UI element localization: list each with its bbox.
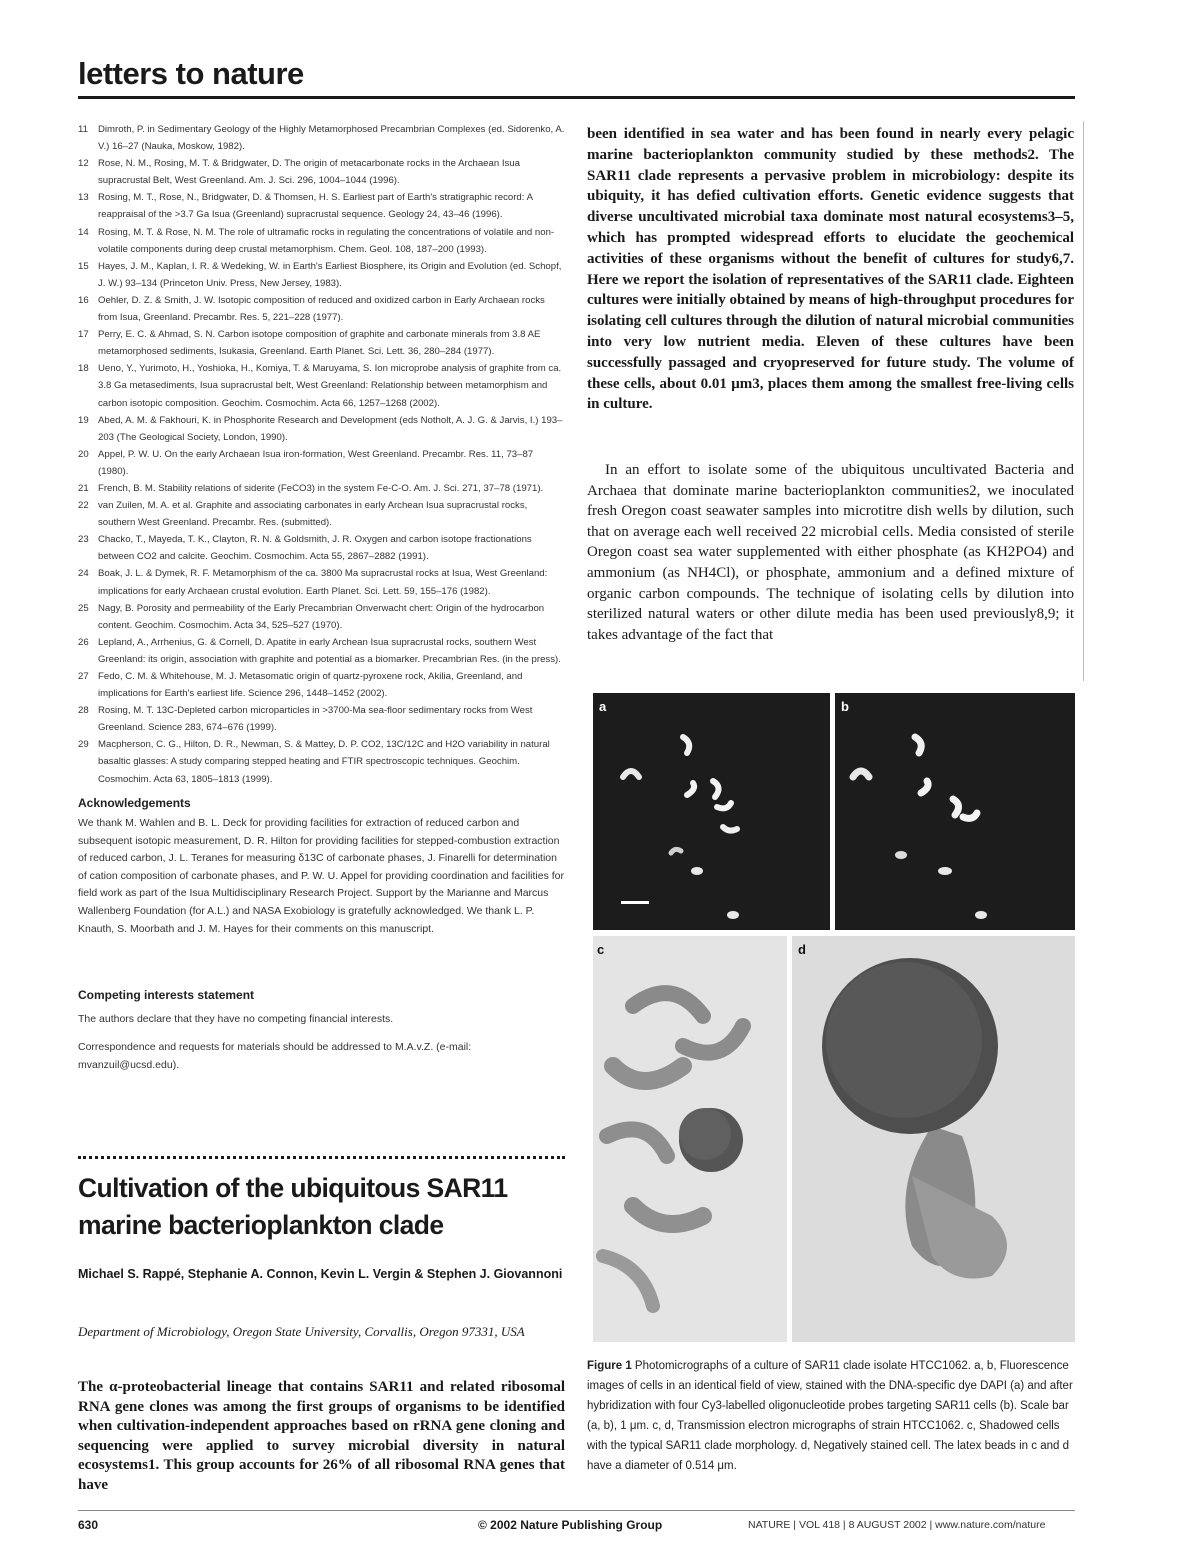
figure-panel-b [835,693,1075,930]
article-title: Cultivation of the ubiquitous SAR11 marine bacterioplankton clade [78,1173,508,1240]
reference-number: 24 [78,568,89,580]
reference-text: Rosing, M. T. & Rose, N. M. The role of ultramafic rocks in regulating the concentrations of volatile and non-volatile components during deep crustal metamorphism. Chem. Geol. 108, 187–200 (1993). [98,226,555,255]
acknowledgements-heading: Acknowledgements [78,796,191,810]
reference-number: 14 [78,226,89,238]
scale-bar [621,901,649,904]
reference-item [78,565,565,599]
correspondence-text: Correspondence and requests for materials should be addressed to M.A.v.Z. (e-mail: mvanzuil@ucsd.edu). [78,1041,472,1071]
reference-item [78,412,565,446]
body-paragraph: In an effort to isolate some of the ubiquitous uncultivated Bacteria and Archaea that dominate marine bacterioplankton communities2, we inoculated fresh Oregon coast seawater samples into microtitre dish wells by dilution, such that on average each well received 22 microbial cells. Media consisted of sterile Oregon coast sea water supplemented with either phosphate (as KH2PO4) and ammonium (as NH4Cl), or phosphate, ammonium and a defined mixture of organic carbon compounds. The technique of isolating cells by dilution into sterilized natural waters or other dilute media has been used previously8,9; it takes advantage of the fact that [587,462,1074,643]
reference-item [78,446,565,480]
tem-image-negatively-stained [792,936,1075,1342]
competing-interests-heading: Competing interests statement [78,988,255,1002]
reference-item [78,736,565,787]
reference-number: 27 [78,671,89,682]
abstract-continuation: been identified in sea water and has been found in nearly every pelagic marine bacterioplankton community studied by these methods2. The SAR11 clade represents a pervasive problem in microbiology: despite its ubiquity, it has defied cultivation efforts. Genetic evidence suggests that diverse uncultivated microbial taxa dominate most natural ecosystems3–5, which has prompted widespread efforts to elucidate the geochemical activities of these organisms without the benefit of cultures for study6,7. Here we report the isolation of representatives of the SAR11 clade. Eighteen cultures were initially obtained by means of high-throughput procedures for isolating cell cultures through the dilution of natural microbial communities into very low nutrient media. Eleven of these cultures have been successfully passaged and cryopreserved for future study. The volume of these cells, about 0.01 μm3, places them among the smallest free-living cells in culture. [587,126,1074,413]
reference-number: 19 [78,414,89,426]
reference-item [78,668,565,702]
reference-text: French, B. M. Stability relations of siderite (FeCO3) in the system Fe-C-O. Am. J. Sci. 271, 37–78 (1971). [98,482,544,494]
copyright-notice: © 2002 Nature Publishing Group [478,1518,663,1532]
reference-text: Oehler, D. Z. & Smith, J. W. Isotopic composition of reduced and oxidized carbon in Early Archaean rocks from Isua, Greenland. Precambr. Res. 5, 221–228 (1977). [98,294,545,324]
fluorescence-image-dapi [593,693,830,930]
column-divider [1083,121,1084,681]
panel-label-d: d [798,942,806,957]
reference-text: Lepland, A., Arrhenius, G. & Cornell, D. Apatite in early Archean Isua supracrustal rocks, southern West Greenland: its origin, association with graphite and potential as a biomarker. Precambrian Res. (in the press). [98,636,561,665]
article-affiliation: Department of Microbiology, Oregon State University, Corvallis, Oregon 97331, USA [78,1324,525,1339]
figure-caption-text: Photomicrographs of a culture of SAR11 clade isolate HTCC1062. a, b, Fluorescence images of cells in an identical field of view, stained with the DNA-specific dye DAPI (a) and after hybridization with four Cy3-labelled oligonucleotide probes targeting SAR11 cells (b). Scale bar (a, b), 1 μm. c, d, Transmission electron micrographs of strain HTCC1062. c, Shadowed cells with the typical SAR11 clade morphology. d, Negatively stained cell. The latex beads in c and d have a diameter of 0.514 μm. [587,1360,1073,1472]
reference-number: 22 [78,500,89,512]
tem-image-shadowed-cells [593,936,787,1342]
reference-item [78,224,565,258]
article-abstract: The α-proteobacterial lineage that contains SAR11 and related ribosomal RNA gene clones was among the first groups of organisms to be identified when cultivation-independent approaches based on rRNA gene cloning and sequencing were applied to survey microbial diversity in natural ecosystems1. This group accounts for 26% of all ribosomal RNA genes that have [78,1379,565,1493]
reference-number: 23 [78,534,89,546]
reference-text: Fedo, C. M. & Whitehouse, M. J. Metasomatic origin of quartz-pyroxene rock, Akilia, Greenland, and implications for Earth's earliest life. Science 296, 1448–1452 (2002). [98,671,523,700]
figure-caption [587,1356,1074,1476]
figure-caption-head: Figure 1 [587,1360,632,1372]
reference-item [78,531,565,565]
article-authors: Michael S. Rappé, Stephanie A. Connon, Kevin L. Vergin & Stephen J. Giovannoni [78,1267,563,1281]
reference-text: Rose, N. M., Rosing, M. T. & Bridgwater, D. The origin of metacarbonate rocks in the Archaean Isua supracrustal Belt, West Greenland. Am. J. Sci. 296, 1004–1044 (1996). [98,158,520,187]
reference-text: Chacko, T., Mayeda, T. K., Clayton, R. N. & Goldsmith, J. R. Oxygen and carbon isotope fractionations between CO2 and calcite. Geochim. Cosmochim. Acta 55, 2867–2882 (1991). [98,534,532,563]
panel-label-c: c [597,942,605,957]
reference-text: Macpherson, C. G., Hilton, D. R., Newman, S. & Mattey, D. P. CO2, 13C/12C and H2O variability in natural basaltic glasses: A study comparing stepped heating and FTIR spectroscopic techniques. Geochim. Cosmochim. Acta 63, 1805–1813 (1999). [98,739,550,785]
figure-panel-c [593,936,787,1342]
reference-item [78,600,565,634]
reference-number: 26 [78,636,89,648]
reference-item [78,121,565,155]
reference-text: Nagy, B. Porosity and permeability of the Early Precambrian Onverwacht chert: Origin of the hydrocarbon content. Geochim. Cosmochim. Acta 34, 525–527 (1970). [98,602,545,631]
competing-interests-text: The authors declare that they have no competing financial interests. [78,1013,394,1025]
reference-text: Dimroth, P. in Sedimentary Geology of the Highly Metamorphosed Precambrian Complexes (ed. Sidorenko, A. V.) 16–27 (Nauka, Moskow, 1982). [98,124,565,153]
reference-number: 12 [78,158,89,170]
reference-item [78,155,565,189]
reference-number: 11 [78,124,88,135]
reference-item [78,702,565,736]
reference-text: Abed, A. M. & Fakhouri, K. in Phosphorite Research and Development (eds Notholt, A. J. G. & Jarvis, I.) 193–203 (The Geological Society, London, 1990). [98,414,563,443]
reference-number: 13 [78,192,89,204]
reference-number: 21 [78,482,89,494]
figure-panel-d [792,936,1075,1342]
reference-item [78,292,565,326]
reference-text: Ueno, Y., Yurimoto, H., Yoshioka, H., Komiya, T. & Maruyama, S. Ion microprobe analysis of graphite from ca. 3.8 Ga metasediments, Isua supracrustal belt, West Greenland: Relationship between metamorphism and carbon isotopic composition. Geochim. Cosmochim. Acta 66, 1257–1268 (2002). [98,363,562,409]
reference-text: van Zuilen, M. A. et al. Graphite and associating carbonates in early Archean Isua supracrustal rocks, southern West Greenland. Precambr. Res. (submitted). [98,500,528,529]
reference-item [78,326,565,360]
article-separator [78,1156,565,1159]
header-rule [78,96,1075,99]
panel-label-a: a [599,699,607,714]
reference-number: 17 [78,329,89,341]
reference-number: 25 [78,602,89,614]
figure-panel-a [593,693,830,930]
reference-item [78,634,565,668]
reference-item [78,480,565,497]
page-number: 630 [78,1518,99,1532]
reference-number: 20 [78,448,89,460]
reference-text: Perry, E. C. & Ahmad, S. N. Carbon isotope composition of graphite and carbonate minerals from 3.8 AE metamorphosed sediments, Isukasia, Greenland. Earth Planet. Sci. Lett. 36, 280–284 (1977). [98,329,541,358]
reference-number: 15 [78,260,89,272]
footer-rule [78,1510,1075,1511]
panel-label-b: b [841,699,849,714]
reference-number: 28 [78,705,89,717]
acknowledgements-text: We thank M. Wahlen and B. L. Deck for providing facilities for extraction of reduced carbon and subsequent isotopic measurement, D. R. Hilton for providing facilities for stepped-combustion extraction of reduced carbon, J. L. Teranes for measuring δ13C of carbonate phases, J. Finarelli for determination of cation composition of carbonate phases, and P. W. U. Appel for providing coordination and facilities for field work as part of the Isua Multidisciplinary Research Project. Support by the Marianne and Marcus Wallenberg Foundation (for A.L.) and NASA Exobiology is gratefully acknowledged. We thank L. P. Knauth, S. Moorbath and J. M. Hayes for their comments on this manuscript. [78,817,565,935]
reference-item [78,258,565,292]
fluorescence-image-cy3 [835,693,1075,930]
reference-text: Hayes, J. M., Kaplan, I. R. & Wedeking, W. in Earth's Earliest Biosphere, its Origin and Evolution (ed. Schopf, J. W.) 93–134 (Princeton Univ. Press, New Jersey, 1983). [98,260,562,289]
reference-item [78,360,565,411]
journal-citation: NATURE | VOL 418 | 8 AUGUST 2002 | www.nature.com/nature [748,1519,1046,1531]
reference-list [78,121,565,788]
reference-text: Rosing, M. T., Rose, N., Bridgwater, D. & Thomsen, H. S. Earliest part of Earth's stratigraphic record: A reappraisal of the >3.7 Ga Isua (Greenland) supracrustal sequence. Geology 24, 43–46 (1996). [98,192,533,221]
reference-number: 18 [78,363,89,375]
reference-number: 29 [78,739,89,751]
reference-text: Rosing, M. T. 13C-Depleted carbon microparticles in >3700-Ma sea-floor sedimentary rocks from West Greenland. Science 283, 674–676 (1999). [98,705,533,734]
reference-item [78,497,565,531]
journal-section-title: letters to nature [78,56,304,91]
reference-number: 16 [78,294,89,306]
reference-item [78,189,565,223]
reference-text: Appel, P. W. U. On the early Archaean Isua iron-formation, West Greenland. Precambr. Res. 11, 73–87 (1980). [98,448,534,477]
reference-text: Boak, J. L. & Dymek, R. F. Metamorphism of the ca. 3800 Ma supracrustal rocks at Isua, West Greenland: implications for early Archaean crustal evolution. Earth Planet. Sci. Lett. 59, 155–176 (1982). [98,568,548,597]
